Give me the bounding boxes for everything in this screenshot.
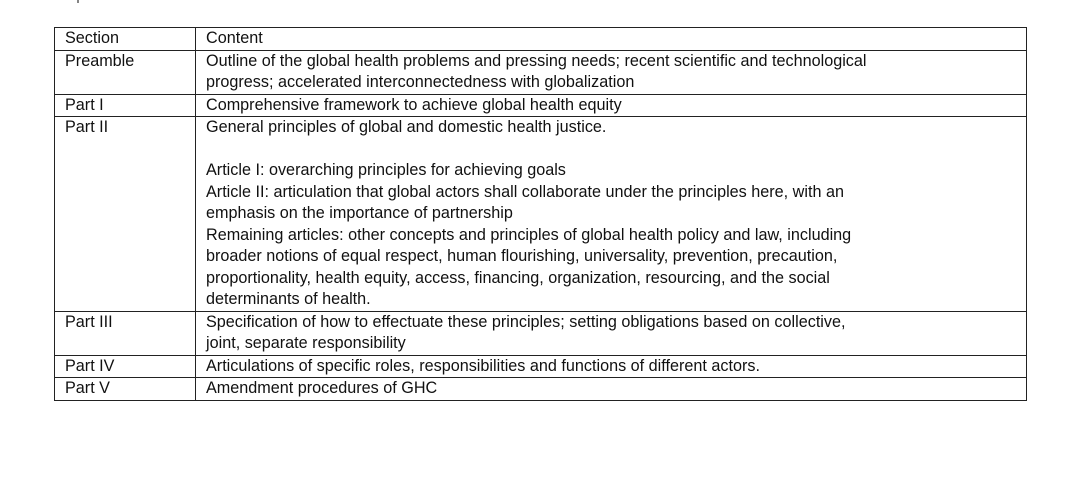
section-cell: Part IV — [55, 355, 196, 378]
section-column-header: Section — [55, 28, 196, 51]
content-line: determinants of health. — [206, 290, 371, 308]
section-cell: Preamble — [55, 50, 196, 94]
content-line: emphasis on the importance of partnership — [206, 204, 513, 222]
content-line: Remaining articles: other concepts and principles of global health policy and law, including — [206, 225, 852, 244]
content-line: Amendment procedures of GHC — [206, 379, 438, 397]
content-cell — [196, 378, 1027, 401]
content-cell — [196, 355, 1027, 378]
content-column-header: Content — [196, 28, 1027, 51]
content-cell — [196, 94, 1027, 117]
section-cell: Part I — [55, 94, 196, 117]
table-row — [55, 94, 1027, 117]
content-cell — [196, 117, 1027, 312]
section-cell: Part V — [55, 378, 196, 401]
table-row — [55, 355, 1027, 378]
section-cell: Part II — [55, 117, 196, 312]
table-row — [55, 50, 1027, 94]
section-cell: Part III — [55, 311, 196, 355]
table-row — [55, 117, 1027, 312]
content-line: progress; accelerated interconnectedness with globalization — [206, 73, 635, 91]
blank-line — [206, 139, 1016, 161]
content-cell — [196, 50, 1027, 94]
content-line: Outline of the global health problems and pressing needs; recent scientific and technological — [206, 51, 867, 70]
content-line: joint, separate responsibility — [206, 334, 406, 352]
table-row — [55, 378, 1027, 401]
content-cell — [196, 311, 1027, 355]
content-line: Specification of how to effectuate these principles; setting obligations based on collective, — [206, 312, 846, 331]
content-line: Articulations of specific roles, responsibilities and functions of different actors. — [206, 356, 760, 375]
content-line: proportionality, health equity, access, financing, organization, resourcing, and the social — [206, 268, 830, 287]
content-line: Article II: articulation that global actors shall collaborate under the principles here, with an — [206, 182, 844, 201]
constitution-structure-table — [54, 27, 1027, 401]
table-row — [55, 311, 1027, 355]
table-header-row — [55, 28, 1027, 51]
content-line: broader notions of equal respect, human flourishing, universality, prevention, precaution, — [206, 247, 838, 265]
content-line: Article I: overarching principles for achieving goals — [206, 161, 566, 179]
cropped-text-fragment — [62, 0, 102, 4]
content-line: Comprehensive framework to achieve global health equity — [206, 95, 622, 114]
content-line: General principles of global and domestic health justice. — [206, 118, 607, 136]
